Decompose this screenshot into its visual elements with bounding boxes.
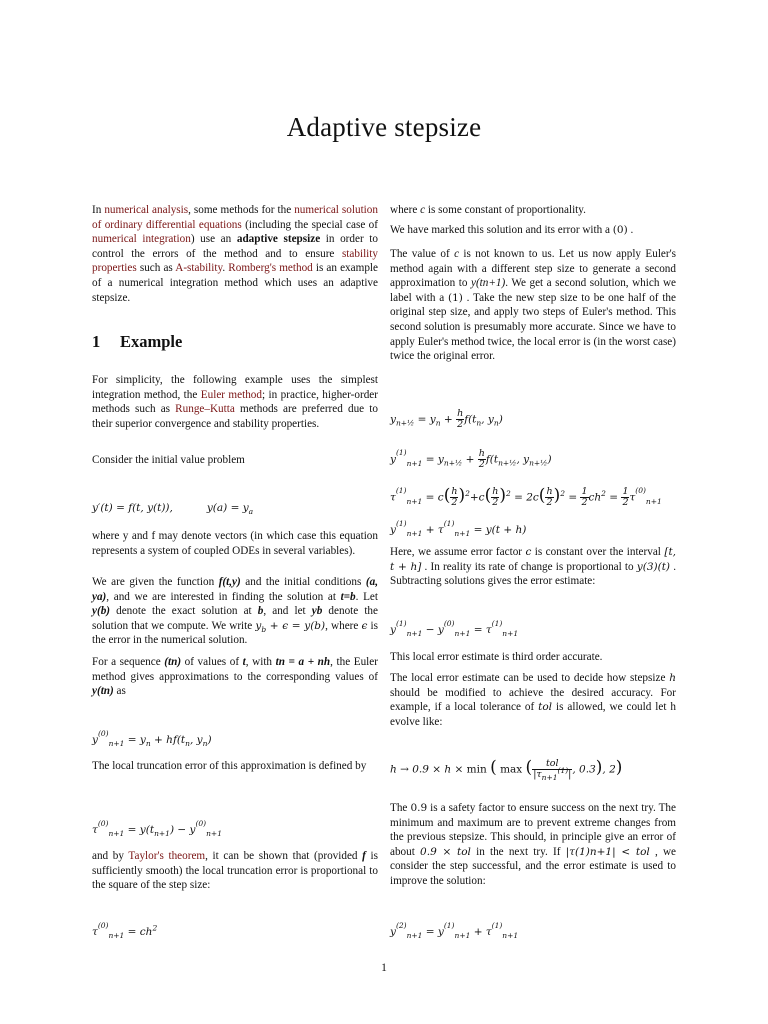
constant-note: where c is some constant of proportionality. [390,204,586,216]
third-order-note: This local error estimate is third order accurate. [390,651,603,663]
marked-solution-note: We have marked this solution and its error with a (0) . [390,224,634,236]
link-taylors-theorem[interactable]: Taylor's theorem [128,850,206,862]
equation-exact: $y_{^{(1)}n+1} + \tau_{^{(1)}n+1} = y(t + h)$ [390,518,527,539]
equation-error-estimate: $y_{^{(1)}n+1} - y_{^{(0)}n+1} = \tau_{^{(1)}n+1}$ [390,618,519,639]
equation-error-half: $\tau_{^{(1)}n+1} = c$( $\frac{h}{2}$ )$^2$+c( $\frac{h}{2}$ )$^2$ = 2c( $\frac{h}{2}$ )$^2$ = $\frac{1}{2}$ $ch^2$ = $\frac{1}{2}$ $\tau_{^{(0)}n+1}$ [390,485,662,508]
link-euler-method[interactable]: Euler method [200,388,262,401]
error-factor-paragraph: Here, we assume error factor c is constant over the interval [t, t + h] . In reality its rate of change is proportional to y(3)(t) . Subtracting solutions gives the error estimate: [390,546,676,588]
equation-truncation-error: $\tau_{^{(0)}n+1} = y(t_{n+1}) - y_{^{(0)}n+1}$ [92,818,222,839]
equation-improved-solution: $y_{^{(2)}n+1} = y_{^{(1)}n+1} + \tau_{^{(1)}n+1}$ [390,920,519,941]
link-stability-properties[interactable]: stability properties [92,247,378,275]
link-romberg[interactable]: Romberg's method [228,262,313,275]
link-runge-kutta[interactable]: Runge–Kutta [175,403,235,416]
link-numerical-ode[interactable]: numerical solution of ordinary differential equations [92,204,378,231]
equation-half-step: $y_{n+\frac{1}{2}} = y_n$ + $\frac{h}{2}$ $f(t_n$, $y_n$) [390,408,503,430]
stepsize-modification-paragraph: The local error estimate can be used to decide how stepsize h should be modified to achieve the desired accuracy. For example, if a local tolerance of tol is allowed, we could let h evolve like: [390,672,676,728]
equation-step-update: h → 0.9 × h × min ( max ( $\frac{\text{tol}}{|\tau_{n+1}^{(1)}|}$ , 0.3), 2) [390,757,623,782]
page-title: Adaptive stepsize [286,112,482,142]
example-paragraph: For simplicity, the following example uses the simplest integration method, the Euler method; in practice, higher-order methods such as Runge–Kutta methods are preferred due to their superior convergence and stability properties. [92,374,378,430]
link-numerical-analysis[interactable]: numerical analysis [104,204,189,216]
sequence-paragraph: For a sequence (tn) of values of t, with tn = a + nh, the Euler method gives approximations to the corresponding values of y(tn) as [92,656,378,698]
intro-paragraph: In numerical analysis, some methods for the numerical solution of ordinary differential equations (including the special case of numerical integration) use an adaptive stepsize in order to control the errors of the method and to ensure stability properties such as A-stability. Romberg's method is an example of a numerical integration method which uses an adaptive stepsize. [92,204,378,304]
section-heading: 1 Example [92,332,183,351]
second-approximation-paragraph: The value of c is not known to us. Let us now apply Euler's method again with a different step size to generate a second approximation to y(tn+1). We get a second solution, which we label with a (1) . Take the new step size to be one half of the original step size, and apply two steps of Euler's method. This second solution is presumably more accurate. Since we have to apply Euler's method twice, the local error is (in the worst case) twice the original error. [390,248,676,363]
taylor-paragraph: and by Taylor's theorem, it can be shown that (provided f is sufficiently smooth) the local truncation error is proportional to the square of the step size: [92,850,379,892]
link-numerical-integration[interactable]: numerical integration [92,233,191,246]
page-number: 1 [381,962,387,974]
ivp-intro: Consider the initial value problem [92,454,245,466]
equation-ivp: y′(t) = f(t, y(t)), $y(a) = y_a$ [92,502,254,517]
safety-factor-paragraph: The 0.9 is a safety factor to ensure success on the next try. The minimum and maximum are to prevent extreme changes from the previous stepsize. This should, in principle give an error of about 0.9 × tol in the next try. If |τ(1)n+1| < tol , we consider the step successful, and the error estimate is used to improve the solution: [390,802,676,887]
truncation-definition: The local truncation error of this approximation is defined by [92,760,367,772]
equation-euler: $y_{^{(0)}n+1} = y_n + hf(t_n$, $y_n$) [92,728,212,749]
equation-second-step: $y_{^{(1)}n+1} = y_{n+\frac{1}{2}}$ + $\frac{h}{2}$ $f(t_{n+\frac{1}{2}}$, $y_{n+\frac{1}{2}}$) [390,448,552,470]
given-function-paragraph: We are given the function f(t,y) and the initial conditions (a, ya), and we are interested in finding the solution at t=b. Let y(b) denote the exact solution at b, and let yb denote the solution that we compute. We write $y_b + \epsilon = y(b)$, where ϵ is the error in the numerical solution. [92,576,378,647]
vector-note: where y and f may denote vectors (in which case this equation represents a system of coupled ODEs in several variables). [92,530,378,557]
equation-ch2: $\tau_{^{(0)}n+1} = ch^2$ [92,920,158,941]
link-a-stability[interactable]: A-stability [175,262,223,275]
